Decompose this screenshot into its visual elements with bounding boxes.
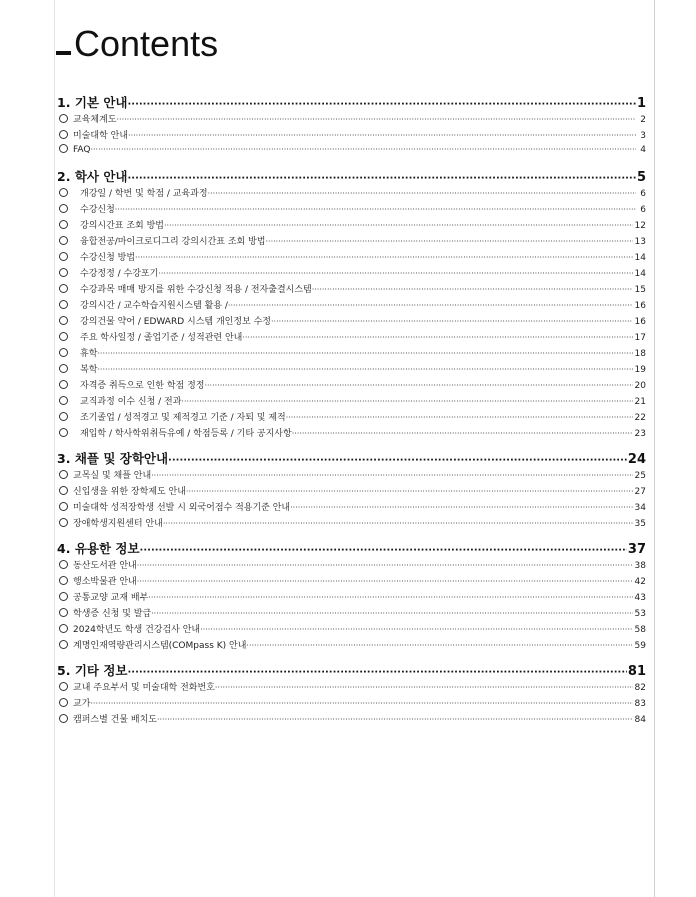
circle-bullet-icon [59, 576, 68, 585]
dot-leader [115, 205, 636, 214]
toc-entry[interactable] [57, 500, 646, 516]
entry-title: 재입학 / 학사학위취득유예 / 학점등록 / 기타 공지사항 [80, 429, 292, 439]
entry-label [59, 218, 164, 231]
toc-entry[interactable] [57, 410, 646, 426]
entry-title: 자격증 취득으로 인한 학점 정정 [80, 381, 205, 391]
entry-title: 공통교양 교재 배부 [73, 593, 149, 603]
entry-title: FAQ [73, 145, 91, 155]
circle-bullet-icon [59, 502, 68, 511]
toc-entry[interactable] [57, 144, 646, 160]
dot-leader [186, 487, 633, 496]
toc-section [57, 167, 646, 442]
circle-bullet-icon [59, 592, 68, 601]
circle-bullet-icon [59, 698, 68, 707]
section-heading[interactable] [57, 539, 646, 558]
dot-leader [97, 349, 632, 358]
dot-leader [151, 471, 632, 480]
entry-title: 수강신청 [80, 205, 115, 215]
circle-bullet-icon [59, 608, 68, 617]
entry-title: 계명인재역량관리시스템(COMpass K) 안내 [73, 641, 247, 651]
toc-entry[interactable] [57, 484, 646, 500]
entry-label [59, 234, 266, 247]
toc-entry[interactable] [57, 128, 646, 144]
entry-page-number: 23 [634, 429, 646, 439]
toc-entry[interactable] [57, 378, 646, 394]
circle-bullet-icon [59, 114, 68, 123]
dot-leader [127, 173, 635, 184]
entry-label [59, 500, 290, 513]
dot-leader [151, 609, 632, 618]
dot-leader [164, 221, 633, 230]
circle-bullet-icon [59, 284, 68, 293]
entry-label [59, 250, 135, 263]
dot-leader [200, 625, 632, 634]
entry-label [59, 484, 186, 497]
dot-leader [127, 99, 635, 110]
entry-label [59, 712, 157, 725]
dot-leader [137, 577, 633, 586]
entry-title: 수강정정 / 수강포기 [80, 269, 159, 279]
entry-title: 교목실 및 채플 안내 [73, 471, 152, 481]
page-title: Contents [74, 23, 219, 64]
toc-entry[interactable] [57, 622, 646, 638]
entry-label [59, 266, 158, 279]
entry-page-number: 59 [634, 641, 646, 651]
entry-page-number: 35 [634, 519, 646, 529]
toc-entry[interactable] [57, 250, 646, 266]
toc-entry[interactable] [57, 696, 646, 712]
dot-leader [97, 365, 632, 374]
entry-title: 2024학년도 학생 건강검사 안내 [73, 625, 201, 635]
toc-entry[interactable] [57, 362, 646, 378]
dot-leader [135, 253, 633, 262]
entry-label [59, 426, 292, 439]
toc-section [57, 539, 646, 654]
entry-page-number: 6 [640, 189, 646, 199]
entry-title: 교직과정 이수 신청 / 전과 [80, 397, 182, 407]
entry-title: 조기졸업 / 성적경고 및 제적경고 기준 / 자퇴 및 제적 [80, 413, 286, 423]
entry-title: 장애학생지원센터 안내 [73, 519, 163, 529]
entry-title: 개강일 / 학번 및 학점 / 교육과정 [80, 189, 208, 199]
section-title [57, 539, 140, 557]
dot-leader [116, 115, 636, 124]
entry-title: 복학 [80, 365, 98, 375]
circle-bullet-icon [59, 560, 68, 569]
dot-leader [127, 667, 626, 678]
entry-page-number: 38 [634, 561, 646, 571]
entry-label [59, 346, 97, 359]
entry-label [59, 590, 148, 603]
section-title [57, 167, 127, 185]
entry-page-number: 42 [634, 577, 646, 587]
toc-entry[interactable] [57, 426, 646, 442]
entry-label [59, 298, 228, 311]
entry-title: 휴학 [80, 349, 98, 359]
section-heading[interactable] [57, 449, 646, 468]
entry-title: 교육체계도 [73, 115, 117, 125]
entry-page-number: 14 [634, 253, 646, 263]
dot-leader [292, 429, 633, 438]
toc-entry[interactable] [57, 346, 646, 362]
entry-label [59, 394, 181, 407]
circle-bullet-icon [59, 412, 68, 421]
dot-leader [163, 519, 633, 528]
dot-leader [140, 545, 627, 556]
entry-label [59, 574, 137, 587]
entry-label [59, 202, 115, 215]
entry-label [59, 128, 128, 141]
circle-bullet-icon [59, 188, 68, 197]
section-title [57, 93, 127, 111]
entry-page-number: 15 [634, 285, 646, 295]
dot-leader [168, 455, 627, 466]
dot-leader [90, 699, 632, 708]
section-title-text: 채플 및 장학안내 [74, 451, 169, 466]
entry-title: 융합전공/마이크로디그리 강의시간표 조회 방법 [80, 237, 266, 247]
entry-page-number: 83 [634, 699, 646, 709]
section-page-number: 81 [627, 664, 646, 679]
dot-leader [158, 269, 632, 278]
circle-bullet-icon [59, 204, 68, 213]
toc-entry[interactable] [57, 186, 646, 202]
section-number: 3. [57, 451, 71, 466]
section-number: 2. [57, 169, 71, 184]
entry-title: 동산도서관 안내 [73, 561, 137, 571]
section-title-text: 기본 안내 [74, 95, 128, 110]
entry-page-number: 84 [634, 715, 646, 725]
circle-bullet-icon [59, 332, 68, 341]
toc-entry[interactable] [57, 712, 646, 728]
entry-label [59, 112, 116, 125]
section-heading[interactable] [57, 661, 646, 680]
circle-bullet-icon [59, 518, 68, 527]
circle-bullet-icon [59, 316, 68, 325]
circle-bullet-icon [59, 348, 68, 357]
circle-bullet-icon [59, 428, 68, 437]
toc-entry[interactable] [57, 218, 646, 234]
entry-title: 강의시간 / 교수학습지원시스템 활용 / [80, 301, 228, 311]
circle-bullet-icon [59, 144, 68, 153]
section-page-number: 1 [636, 96, 646, 111]
entry-page-number: 3 [640, 131, 646, 141]
dot-leader [137, 561, 633, 570]
entry-label [59, 330, 242, 343]
dot-leader [271, 317, 633, 326]
toc-entry[interactable] [57, 574, 646, 590]
toc-entry[interactable] [57, 112, 646, 128]
circle-bullet-icon [59, 624, 68, 633]
dot-leader [148, 593, 632, 602]
toc-entry[interactable] [57, 234, 646, 250]
section-title-text: 유용한 정보 [74, 541, 140, 556]
section-number: 1. [57, 95, 71, 110]
circle-bullet-icon [59, 380, 68, 389]
toc-section [57, 449, 646, 532]
entry-label [59, 186, 208, 199]
dot-leader [181, 397, 632, 406]
entry-page-number: 20 [634, 381, 646, 391]
entry-page-number: 25 [634, 471, 646, 481]
entry-page-number: 21 [634, 397, 646, 407]
toc-entry[interactable] [57, 330, 646, 346]
toc-entry[interactable] [57, 468, 646, 484]
entry-page-number: 19 [634, 365, 646, 375]
circle-bullet-icon [59, 470, 68, 479]
toc-entry[interactable] [57, 266, 646, 282]
dot-leader [90, 145, 636, 154]
entry-page-number: 17 [634, 333, 646, 343]
entry-page-number: 43 [634, 593, 646, 603]
entry-label [59, 144, 90, 155]
dot-leader [204, 381, 632, 390]
entry-page-number: 16 [634, 301, 646, 311]
section-page-number: 24 [627, 452, 646, 467]
toc-section [57, 661, 646, 728]
dot-leader [208, 189, 636, 198]
dot-leader [246, 641, 632, 650]
circle-bullet-icon [59, 220, 68, 229]
dot-leader [312, 285, 633, 294]
circle-bullet-icon [59, 236, 68, 245]
dot-leader [242, 333, 632, 342]
dot-leader [128, 131, 636, 140]
circle-bullet-icon [59, 300, 68, 309]
entry-page-number: 2 [640, 115, 646, 125]
entry-title: 캠퍼스별 건물 배치도 [73, 715, 157, 725]
circle-bullet-icon [59, 364, 68, 373]
section-title [57, 449, 168, 467]
entry-page-number: 6 [640, 205, 646, 215]
toc-entry[interactable] [57, 516, 646, 532]
entry-label [59, 282, 312, 295]
entry-title: 미술대학 안내 [73, 131, 129, 141]
circle-bullet-icon [59, 486, 68, 495]
circle-bullet-icon [59, 640, 68, 649]
toc-entry[interactable] [57, 298, 646, 314]
entry-page-number: 12 [634, 221, 646, 231]
toc-entry[interactable] [57, 202, 646, 218]
entry-label [59, 680, 215, 693]
entry-label [59, 696, 90, 709]
entry-page-number: 82 [634, 683, 646, 693]
dot-leader [157, 715, 633, 724]
section-title-text: 기타 정보 [74, 663, 128, 678]
section-number: 4. [57, 541, 71, 556]
entry-label [59, 468, 151, 481]
toc-entry[interactable] [57, 282, 646, 298]
entry-label [59, 622, 200, 635]
toc-entry[interactable] [57, 638, 646, 654]
dot-leader [215, 683, 633, 692]
circle-bullet-icon [59, 682, 68, 691]
entry-page-number: 16 [634, 317, 646, 327]
entry-label [59, 410, 286, 423]
circle-bullet-icon [59, 268, 68, 277]
entry-label [59, 314, 271, 327]
toc-entry[interactable] [57, 680, 646, 696]
entry-title: 수강과목 매매 방지를 위한 수강신청 적용 / 전자출결시스템 [80, 285, 312, 295]
section-title-text: 학사 안내 [74, 169, 128, 184]
circle-bullet-icon [59, 396, 68, 405]
entry-title: 신입생을 위한 장학제도 안내 [73, 487, 186, 497]
entry-title: 학생증 신청 및 발급 [73, 609, 152, 619]
toc-section [57, 93, 646, 160]
entry-title: 수강신청 방법 [80, 253, 136, 263]
entry-page-number: 27 [634, 487, 646, 497]
entry-title: 강의시간표 조회 방법 [80, 221, 164, 231]
entry-label [59, 638, 246, 651]
entry-title: 미술대학 성적장학생 선발 시 외국어점수 적용기준 안내 [73, 503, 291, 513]
contents-header [56, 10, 218, 62]
entry-title: 강의건물 약어 / EDWARD 시스템 개인정보 수정 [80, 317, 271, 327]
circle-bullet-icon [59, 252, 68, 261]
section-number: 5. [57, 663, 71, 678]
toc-entry[interactable] [57, 314, 646, 330]
entry-page-number: 14 [634, 269, 646, 279]
dot-leader [286, 413, 633, 422]
entry-page-number: 34 [634, 503, 646, 513]
entry-page-number: 13 [634, 237, 646, 247]
section-page-number: 37 [627, 542, 646, 557]
entry-page-number: 53 [634, 609, 646, 619]
dot-leader [290, 503, 632, 512]
entry-label [59, 378, 204, 391]
section-page-number: 5 [636, 170, 646, 185]
entry-title: 행소박물관 안내 [73, 577, 137, 587]
entry-title: 주요 학사일정 / 졸업기준 / 성적관련 안내 [80, 333, 243, 343]
entry-label [59, 606, 151, 619]
entry-label [59, 558, 137, 571]
entry-page-number: 18 [634, 349, 646, 359]
entry-page-number: 58 [634, 625, 646, 635]
entry-title: 교가 [73, 699, 91, 709]
circle-bullet-icon [59, 714, 68, 723]
toc-entry[interactable] [57, 606, 646, 622]
dot-leader [266, 237, 633, 246]
entry-title: 교내 주요부서 및 미술대학 전화번호 [73, 683, 215, 693]
section-heading[interactable] [57, 167, 646, 186]
circle-bullet-icon [59, 130, 68, 139]
title-underscore-bar [56, 51, 71, 55]
entry-label [59, 516, 163, 529]
table-of-contents [57, 93, 646, 735]
entry-label [59, 362, 97, 375]
toc-entry[interactable] [57, 558, 646, 574]
section-title [57, 661, 127, 679]
entry-page-number: 4 [640, 145, 646, 155]
dot-leader [228, 301, 633, 310]
toc-entry[interactable] [57, 394, 646, 410]
section-heading[interactable] [57, 93, 646, 112]
entry-page-number: 22 [634, 413, 646, 423]
toc-entry[interactable] [57, 590, 646, 606]
